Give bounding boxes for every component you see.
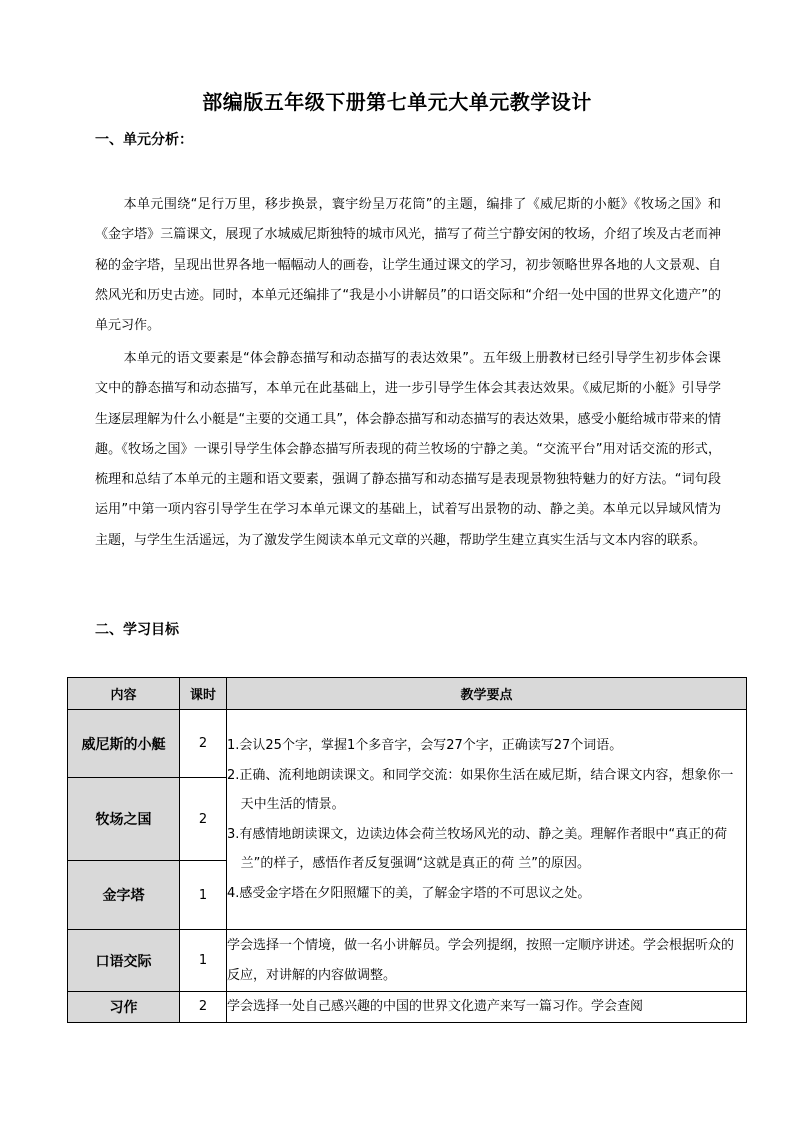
page-title: 部编版五年级下册第七单元大单元教学设计 xyxy=(202,90,592,114)
header-hours: 课时 xyxy=(180,678,227,710)
lesson-hours: 1 xyxy=(180,861,227,930)
key-point-item: 3.有感情地朗读课文，边读边体会荷兰牧场风光的动、静之美。理解作者眼中“真正的荷兰”的样子，感悟作者反复强调“这就是真正的荷 兰”的原因。 xyxy=(227,826,728,871)
lesson-hours: 2 xyxy=(180,778,227,861)
writing-key-points: 学会选择一处自己感兴趣的中国的世界文化遗产来写一篇习作。学会查阅 xyxy=(227,992,747,1023)
learning-goals-table xyxy=(67,677,747,1023)
header-key-points: 教学要点 xyxy=(227,678,747,710)
lesson-name: 牧场之国 xyxy=(68,778,180,861)
lesson-hours: 1 xyxy=(180,930,227,992)
analysis-paragraph-1: 本单元围绕“足行万里，移步换景，寰宇纷呈万花筒”的主题，编排了《威尼斯的小艇》《牧场之国》和《金字塔》三篇课文，展现了水城威尼斯独特的城市风光，描写了荷兰宁静安闲的牧场，介绍了埃及古老而神秘的金字塔，呈现出世界各地一幅幅动人的画卷，让学生通过课文的学习，初步领略世界各地的人文景观、自然风光和历史古迹。同时，本单元还编排了“我是小小讲解员”的口语交际和“介绍一处中国的世界文化遗产”的单元习作。 xyxy=(95,197,721,334)
table-row xyxy=(68,930,747,992)
table-row xyxy=(68,710,747,778)
header-content: 内容 xyxy=(68,678,180,710)
key-point-item: 4.感受金字塔在夕阳照耀下的美，了解金字塔的不可思议之处。 xyxy=(227,885,591,901)
analysis-paragraph-2: 本单元的语文要素是“体会静态描写和动态描写的表达效果”。五年级上册教材已经引导学生初步体会课文中的静态描写和动态描写，本单元在此基础上，进一步引导学生体会其表达效果。《威尼斯的小艇》引导学生逐层理解为什么小艇是“主要的交通工具”，体会静态描写和动态描写的表达效果，感受小艇给城市带来的情趣。《牧场之国》一课引导学生体会静态描写所表现的荷兰牧场的宁静之美。“交流平台”用对话交流的形式，梳理和总结了本单元的主题和语文要素，强调了静态描写和动态描写是表现景物独特魅力的好方法。“词句段运用”中第一项内容引导学生在学习本单元课文的基础上，试着写出景物的动、静之美。本单元以异域风情为主题，与学生生活遥远，为了激发学生阅读本单元文章的兴趣，帮助学生建立真实生活与文本内容的联系。 xyxy=(95,351,721,548)
oral-key-points: 学会选择一个情境，做一名小讲解员。学会列提纲，按照一定顺序讲述。学会根据听众的反应，对讲解的内容做调整。 xyxy=(227,930,747,992)
lesson-hours: 2 xyxy=(180,992,227,1023)
key-point-item: 1.会认25个字，掌握1个多音字，会写27个字，正确读写27个词语。 xyxy=(227,738,623,753)
lesson-hours: 2 xyxy=(180,710,227,778)
section-heading-analysis: 一、单元分析： xyxy=(95,132,193,148)
lesson-name: 金字塔 xyxy=(68,861,180,930)
reading-key-points xyxy=(227,710,747,930)
table-row xyxy=(68,992,747,1023)
lesson-name: 习作 xyxy=(68,992,180,1023)
section-heading-goals: 二、学习目标 xyxy=(95,622,179,638)
lesson-name: 口语交际 xyxy=(68,930,180,992)
table-header-row xyxy=(68,678,747,710)
key-point-item: 2.正确、流利地朗读课文。和同学交流：如果你生活在威尼斯，结合课文内容，想象你一天中生活的情景。 xyxy=(227,767,734,812)
lesson-name: 威尼斯的小艇 xyxy=(68,710,180,778)
